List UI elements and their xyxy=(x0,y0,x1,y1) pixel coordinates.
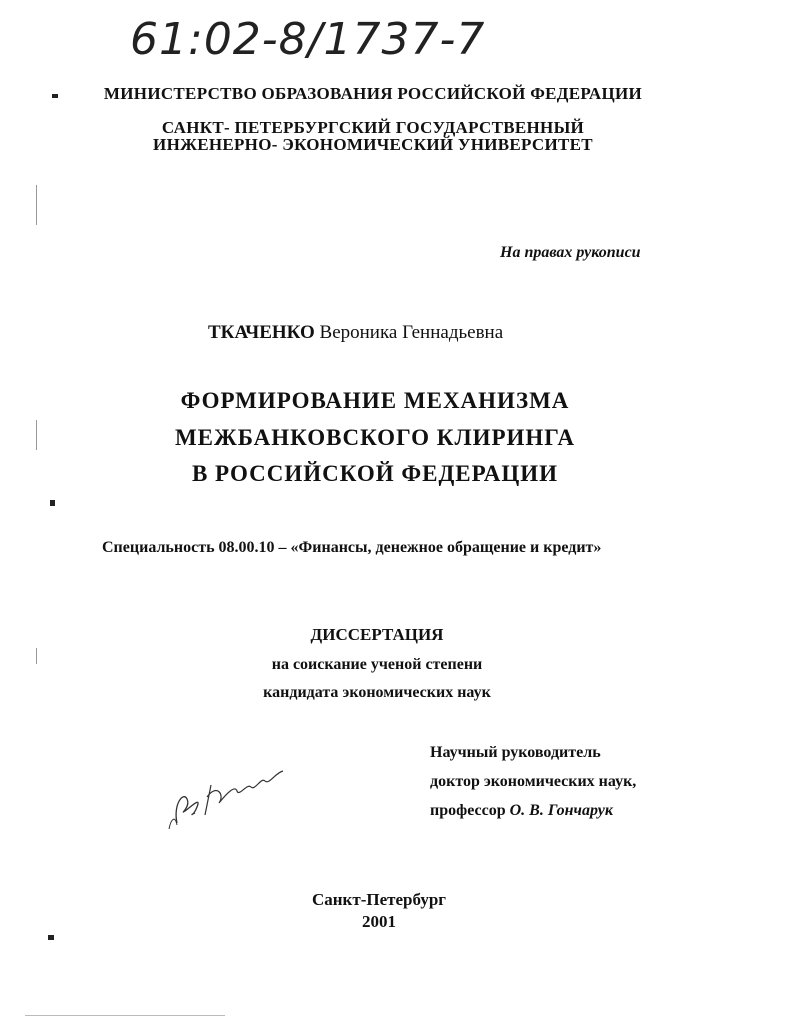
signature xyxy=(165,755,300,835)
advisor-title-name xyxy=(430,802,613,820)
dissertation-line-1: на соискание ученой степени xyxy=(271,656,483,673)
archive-number: 61:02-8/1737-7 xyxy=(130,14,486,65)
city: Санкт-Петербург xyxy=(311,890,447,909)
scan-line xyxy=(36,420,37,450)
year: 2001 xyxy=(362,912,396,931)
advisor-label: Научный руководитель xyxy=(430,744,601,761)
scan-line xyxy=(36,185,37,225)
dissertation-line-2: кандидата экономических наук xyxy=(263,684,491,701)
university-line-1: САНКТ- ПЕТЕРБУРГСКИЙ ГОСУДАРСТВЕННЫЙ xyxy=(161,118,585,137)
author-name xyxy=(208,322,503,344)
university-line-2: ИНЖЕНЕРНО- ЭКОНОМИЧЕСКИЙ УНИВЕРСИТЕТ xyxy=(153,135,593,154)
scan-mark xyxy=(50,500,55,506)
title-line-1: ФОРМИРОВАНИЕ МЕХАНИЗМА xyxy=(180,388,570,413)
scan-line xyxy=(36,648,37,664)
author-given-names: Вероника Геннадьевна xyxy=(319,322,504,343)
specialty: Специальность 08.00.10 – «Финансы, денежное обращение и кредит» xyxy=(102,539,602,556)
manuscript-note: На правах рукописи xyxy=(500,244,641,261)
advisor-title: профессор xyxy=(430,802,506,819)
ministry-header: МИНИСТЕРСТВО ОБРАЗОВАНИЯ РОССИЙСКОЙ ФЕДЕРАЦИИ xyxy=(103,84,643,103)
title-line-3: В РОССИЙСКОЙ ФЕДЕРАЦИИ xyxy=(191,461,559,486)
scan-mark xyxy=(48,935,54,940)
advisor-name: О. В. Гончарук xyxy=(509,802,613,819)
title-line-2: МЕЖБАНКОВСКОГО КЛИРИНГА xyxy=(174,425,576,450)
dissertation-heading: ДИССЕРТАЦИЯ xyxy=(310,625,444,644)
advisor-degree: доктор экономических наук, xyxy=(430,773,637,790)
scan-mark xyxy=(52,94,58,98)
scan-line xyxy=(25,1015,225,1016)
author-surname: ТКАЧЕНКО xyxy=(208,322,315,343)
